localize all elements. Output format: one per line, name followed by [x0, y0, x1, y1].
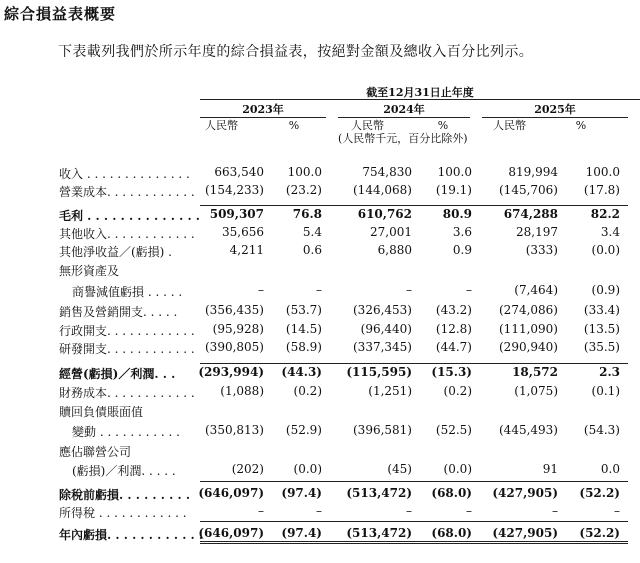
row-label: 變動 . . . . . . . . . . . — [72, 425, 180, 439]
cell-value: (12.8) — [435, 322, 472, 336]
cell-value: (52.2) — [579, 526, 620, 540]
cell-value: (337,345) — [353, 340, 412, 354]
cell-value: – — [406, 283, 412, 297]
table-row — [0, 443, 640, 461]
cell-value: (97.4) — [281, 526, 322, 540]
table-row — [0, 262, 640, 280]
cell-value: (0.0) — [591, 243, 620, 257]
table-row — [0, 243, 640, 261]
cell-value: (14.5) — [285, 322, 322, 336]
year-header-2024: 2024年 — [383, 103, 425, 116]
cell-value: 76.8 — [292, 207, 322, 221]
cell-value: – — [316, 283, 322, 297]
cell-value: (96,440) — [360, 322, 412, 336]
table-row — [0, 283, 640, 301]
double-rule-bottom-2 — [200, 543, 628, 544]
cell-value: 0.9 — [452, 243, 472, 257]
unit-note: (人民幣千元，百分比除外) — [338, 132, 468, 145]
cell-value: (513,472) — [346, 486, 412, 500]
unit-rmb-2025: 人民幣 — [493, 119, 526, 132]
table-row — [0, 183, 640, 201]
cell-value: (7,464) — [514, 283, 558, 297]
cell-value: (145,706) — [499, 183, 558, 197]
cell-value: 2.3 — [599, 365, 620, 379]
cell-value: (427,905) — [492, 526, 558, 540]
cell-value: 100.0 — [287, 165, 322, 179]
cell-value: (646,097) — [198, 526, 264, 540]
unit-rmb-2024: 人民幣 — [351, 119, 384, 132]
cell-value: 35,656 — [222, 225, 264, 239]
cell-value: 100.0 — [585, 165, 620, 179]
cell-value: 754,830 — [362, 165, 412, 179]
row-label: 應佔聯營公司 — [59, 445, 132, 459]
row-label: 研發開支. . . . . . . . . . . . — [59, 342, 195, 356]
cell-value: (52.5) — [435, 423, 472, 437]
cell-value: – — [258, 504, 264, 518]
cell-value: (58.9) — [285, 340, 322, 354]
cell-value: – — [316, 504, 322, 518]
cell-value: (15.3) — [431, 365, 472, 379]
row-label: 財務成本. . . . . . . . . . . . — [59, 386, 195, 400]
cell-value: 819,994 — [508, 165, 558, 179]
row-label: 其他淨收益／(虧損) . — [59, 245, 172, 259]
cell-value: (0.9) — [591, 283, 620, 297]
cell-value: (290,940) — [499, 340, 558, 354]
cell-value: (35.5) — [583, 340, 620, 354]
cell-value: (111,090) — [499, 322, 558, 336]
unit-pct-2025: % — [575, 119, 587, 132]
cell-value: (513,472) — [346, 526, 412, 540]
double-rule-bottom-1 — [200, 541, 628, 542]
cell-value: (0.0) — [293, 462, 322, 476]
row-label: 收入 . . . . . . . . . . . . . . — [59, 167, 190, 181]
year-header-2023: 2023年 — [242, 103, 284, 116]
cell-value: 4,211 — [229, 243, 264, 257]
table-row — [0, 165, 640, 183]
table-row — [0, 462, 640, 480]
period-header: 截至12月31日止年度 — [366, 86, 474, 99]
rule-above-operating-result — [200, 363, 628, 364]
cell-value: (356,435) — [205, 303, 264, 317]
cell-value: (445,493) — [499, 423, 558, 437]
cell-value: (115,595) — [346, 365, 412, 379]
cell-value: – — [466, 283, 472, 297]
table-row — [0, 340, 640, 358]
cell-value: (45) — [387, 462, 412, 476]
cell-value: (95,928) — [212, 322, 264, 336]
rule-above-gross-profit — [200, 205, 628, 206]
table-row — [0, 504, 640, 522]
cell-value: 674,288 — [503, 207, 558, 221]
row-label: 所得稅 . . . . . . . . . . . . — [59, 506, 187, 520]
cell-value: 3.4 — [600, 225, 620, 239]
cell-value: (1,088) — [220, 384, 264, 398]
row-label: 銷售及營銷開支. . . . . — [59, 305, 178, 319]
cell-value: (274,086) — [499, 303, 558, 317]
cell-value: 509,307 — [209, 207, 264, 221]
cell-value: 6,880 — [377, 243, 412, 257]
cell-value: (390,805) — [205, 340, 264, 354]
cell-value: 91 — [542, 462, 558, 476]
cell-value: (427,905) — [492, 486, 558, 500]
table-row — [0, 403, 640, 421]
cell-value: 0.0 — [600, 462, 620, 476]
cell-value: (154,233) — [205, 183, 264, 197]
table-row — [0, 207, 640, 225]
year-rule-2024 — [338, 117, 470, 118]
unit-pct-2024: % — [437, 119, 449, 132]
table-row — [0, 303, 640, 321]
row-label: 其他收入. . . . . . . . . . . . — [59, 227, 195, 241]
row-label: 年內虧損. . . . . . . . . . . . — [59, 528, 204, 542]
row-label: 贖回負債賬面值 — [59, 405, 144, 419]
period-rule — [200, 99, 640, 100]
rule-above-loss-before-tax — [200, 481, 628, 482]
cell-value: (646,097) — [198, 486, 264, 500]
cell-value: (97.4) — [281, 486, 322, 500]
cell-value: 610,762 — [357, 207, 412, 221]
cell-value: (33.4) — [583, 303, 620, 317]
cell-value: (44.7) — [435, 340, 472, 354]
cell-value: (144,068) — [353, 183, 412, 197]
section-title: 綜合損益表概要 — [4, 5, 117, 23]
cell-value: – — [406, 504, 412, 518]
row-label: 商譽減值虧損 . . . . . — [72, 285, 183, 299]
cell-value: (44.3) — [281, 365, 322, 379]
intro-paragraph: 下表載列我們於所示年度的綜合損益表，按絕對金額及總收入百分比列示。 — [58, 44, 534, 60]
cell-value: 3.6 — [452, 225, 472, 239]
unit-rmb-2023: 人民幣 — [205, 119, 238, 132]
cell-value: – — [466, 504, 472, 518]
table-row — [0, 322, 640, 340]
cell-value: (68.0) — [431, 526, 472, 540]
cell-value: (13.5) — [583, 322, 620, 336]
cell-value: (0.2) — [293, 384, 322, 398]
cell-value: 100.0 — [437, 165, 472, 179]
cell-value: 28,197 — [516, 225, 558, 239]
table-row — [0, 365, 640, 383]
cell-value: 663,540 — [214, 165, 264, 179]
cell-value: (68.0) — [431, 486, 472, 500]
cell-value: (0.1) — [591, 384, 620, 398]
cell-value: (1,075) — [514, 384, 558, 398]
cell-value: – — [258, 283, 264, 297]
cell-value: (52.2) — [579, 486, 620, 500]
cell-value: (326,453) — [353, 303, 412, 317]
year-rule-2023 — [200, 117, 326, 118]
cell-value: 80.9 — [442, 207, 472, 221]
year-header-2025: 2025年 — [534, 103, 576, 116]
table-row — [0, 225, 640, 243]
cell-value: (52.9) — [285, 423, 322, 437]
table-row — [0, 384, 640, 402]
cell-value: (396,581) — [353, 423, 412, 437]
cell-value: (202) — [231, 462, 264, 476]
year-rule-2025 — [482, 117, 628, 118]
cell-value: 0.6 — [302, 243, 322, 257]
cell-value: (350,813) — [205, 423, 264, 437]
cell-value: (19.1) — [435, 183, 472, 197]
row-label: 營業成本. . . . . . . . . . . . — [59, 185, 195, 199]
cell-value: 82.2 — [590, 207, 620, 221]
cell-value: (54.3) — [583, 423, 620, 437]
cell-value: – — [614, 504, 620, 518]
cell-value: 27,001 — [370, 225, 412, 239]
cell-value: (293,994) — [198, 365, 264, 379]
cell-value: 5.4 — [302, 225, 322, 239]
cell-value: (0.0) — [443, 462, 472, 476]
table-row — [0, 423, 640, 441]
rule-above-loss-for-year — [200, 521, 628, 522]
row-label: (虧損)／利潤. . . . . — [72, 464, 176, 478]
cell-value: – — [552, 504, 558, 518]
row-label: 無形資產及 — [59, 264, 120, 278]
unit-pct-2023: % — [288, 119, 300, 132]
cell-value: 18,572 — [512, 365, 558, 379]
table-row — [0, 486, 640, 504]
cell-value: (333) — [525, 243, 558, 257]
cell-value: (23.2) — [285, 183, 322, 197]
row-label: 行政開支. . . . . . . . . . . . — [59, 324, 195, 338]
cell-value: (53.7) — [285, 303, 322, 317]
cell-value: (17.8) — [583, 183, 620, 197]
cell-value: (0.2) — [443, 384, 472, 398]
row-label: 毛利 . . . . . . . . . . . . . . — [59, 209, 200, 223]
row-label: 除稅前虧損. . . . . . . . . — [59, 488, 191, 502]
row-label: 經營(虧損)／利潤. . . — [59, 367, 176, 381]
cell-value: (1,251) — [368, 384, 412, 398]
cell-value: (43.2) — [435, 303, 472, 317]
